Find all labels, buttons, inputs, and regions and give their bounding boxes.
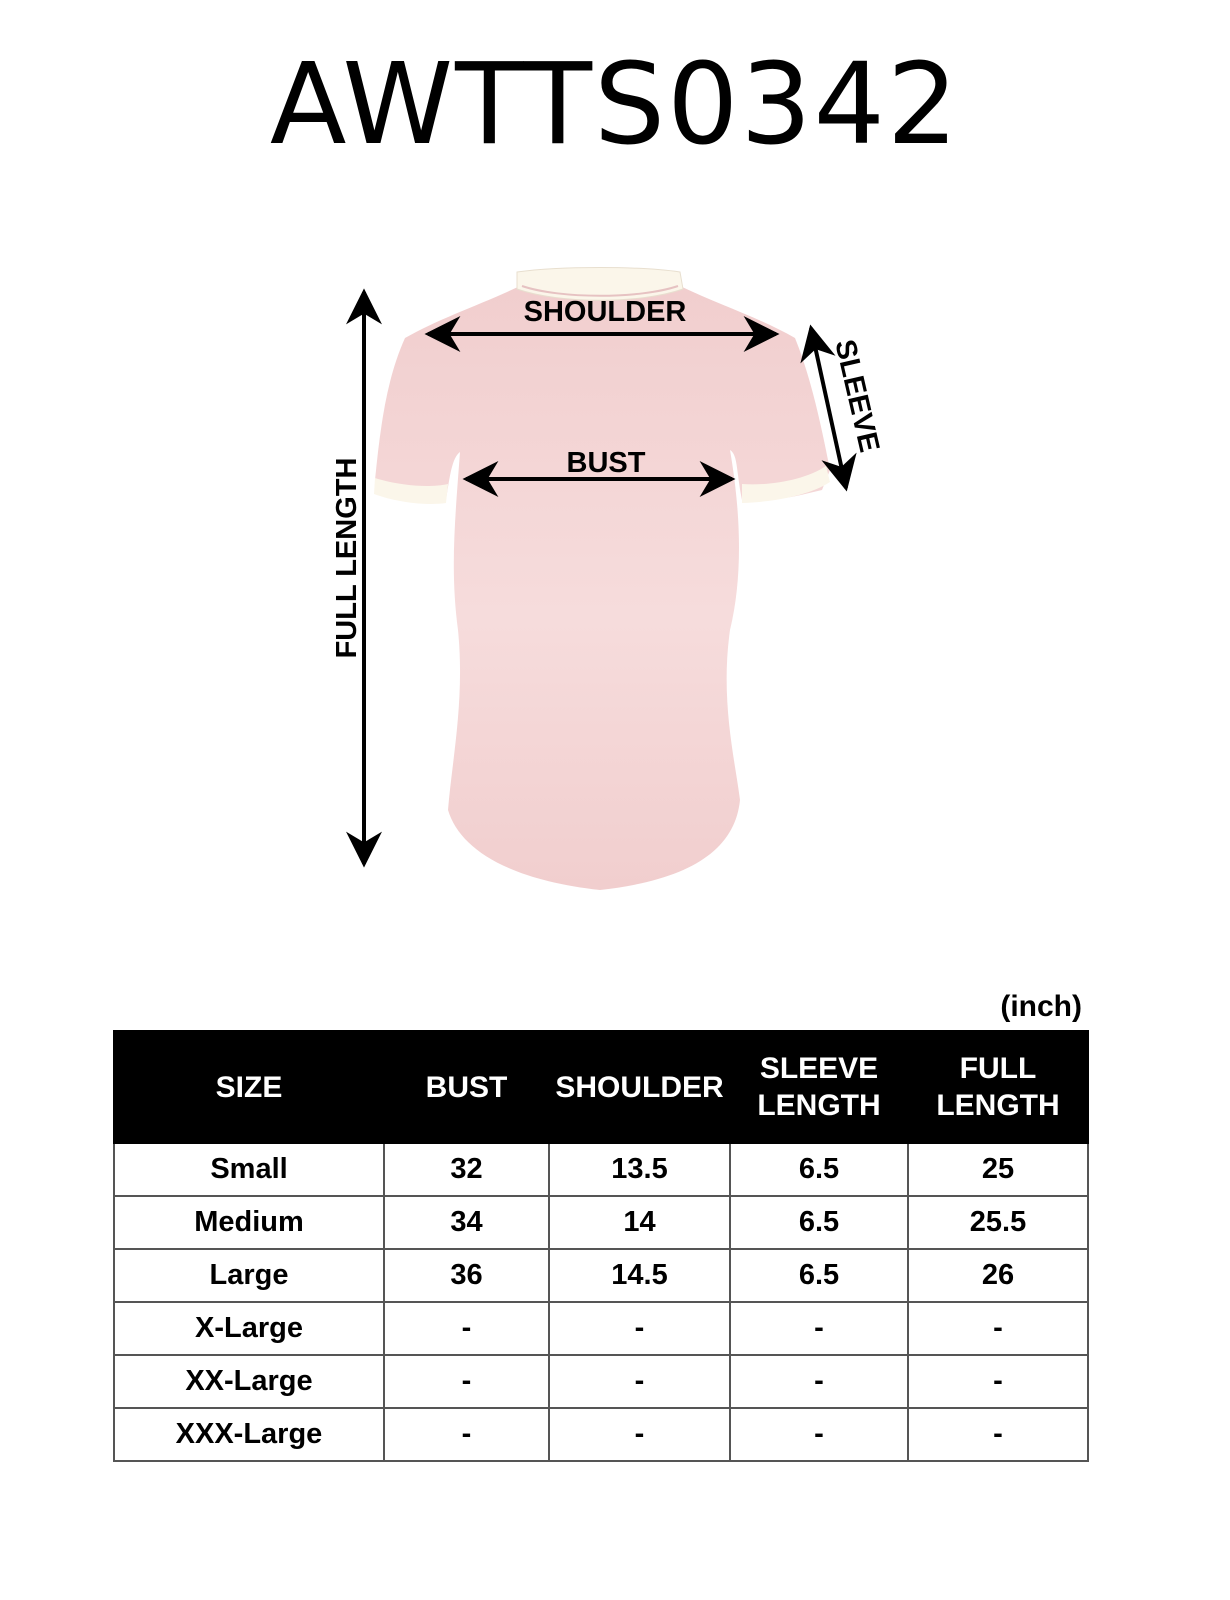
tshirt-illustration <box>374 268 830 891</box>
size-cell: XXX-Large <box>114 1408 384 1461</box>
full-length-cell: 25 <box>908 1143 1088 1196</box>
sleeve-length-cell: - <box>730 1302 908 1355</box>
full-length-label: FULL LENGTH <box>331 457 363 659</box>
table-header-row <box>114 1031 1088 1143</box>
size-cell: X-Large <box>114 1302 384 1355</box>
bust-cell: - <box>384 1302 549 1355</box>
table-row <box>114 1196 1088 1249</box>
header-sleeve-length: SLEEVE LENGTH <box>730 1031 908 1143</box>
shoulder-cell: - <box>549 1355 730 1408</box>
shoulder-cell: 14 <box>549 1196 730 1249</box>
header-full-length: FULL LENGTH <box>908 1031 1088 1143</box>
tshirt-body <box>375 286 830 890</box>
size-cell: Small <box>114 1143 384 1196</box>
table-row <box>114 1249 1088 1302</box>
table-row <box>114 1355 1088 1408</box>
table-row <box>114 1302 1088 1355</box>
sleeve-label: SLEEVE <box>828 336 886 456</box>
bust-label: BUST <box>566 447 646 479</box>
bust-cell: 32 <box>384 1143 549 1196</box>
shoulder-cell: 13.5 <box>549 1143 730 1196</box>
table-row <box>114 1143 1088 1196</box>
full-length-cell: - <box>908 1355 1088 1408</box>
table-row <box>114 1408 1088 1461</box>
unit-label: (inch) <box>1000 990 1082 1023</box>
bust-cell: - <box>384 1355 549 1408</box>
bust-cell: 34 <box>384 1196 549 1249</box>
sleeve-length-cell: 6.5 <box>730 1249 908 1302</box>
header-bust: BUST <box>384 1031 549 1143</box>
shoulder-label: SHOULDER <box>523 296 687 328</box>
bust-cell: 36 <box>384 1249 549 1302</box>
shoulder-cell: - <box>549 1302 730 1355</box>
header-shoulder: SHOULDER <box>549 1031 730 1143</box>
header-size: SIZE <box>114 1031 384 1143</box>
size-cell: XX-Large <box>114 1355 384 1408</box>
sleeve-length-cell: 6.5 <box>730 1143 908 1196</box>
shoulder-cell: - <box>549 1408 730 1461</box>
size-cell: Large <box>114 1249 384 1302</box>
full-length-cell: 25.5 <box>908 1196 1088 1249</box>
size-chart-table <box>113 1030 1089 1462</box>
full-length-cell: - <box>908 1302 1088 1355</box>
full-length-cell: 26 <box>908 1249 1088 1302</box>
sleeve-length-cell: - <box>730 1355 908 1408</box>
sleeve-length-cell: 6.5 <box>730 1196 908 1249</box>
full-length-cell: - <box>908 1408 1088 1461</box>
product-code-title: AWTTS0342 <box>269 40 961 170</box>
shoulder-cell: 14.5 <box>549 1249 730 1302</box>
bust-cell: - <box>384 1408 549 1461</box>
sleeve-length-cell: - <box>730 1408 908 1461</box>
size-cell: Medium <box>114 1196 384 1249</box>
